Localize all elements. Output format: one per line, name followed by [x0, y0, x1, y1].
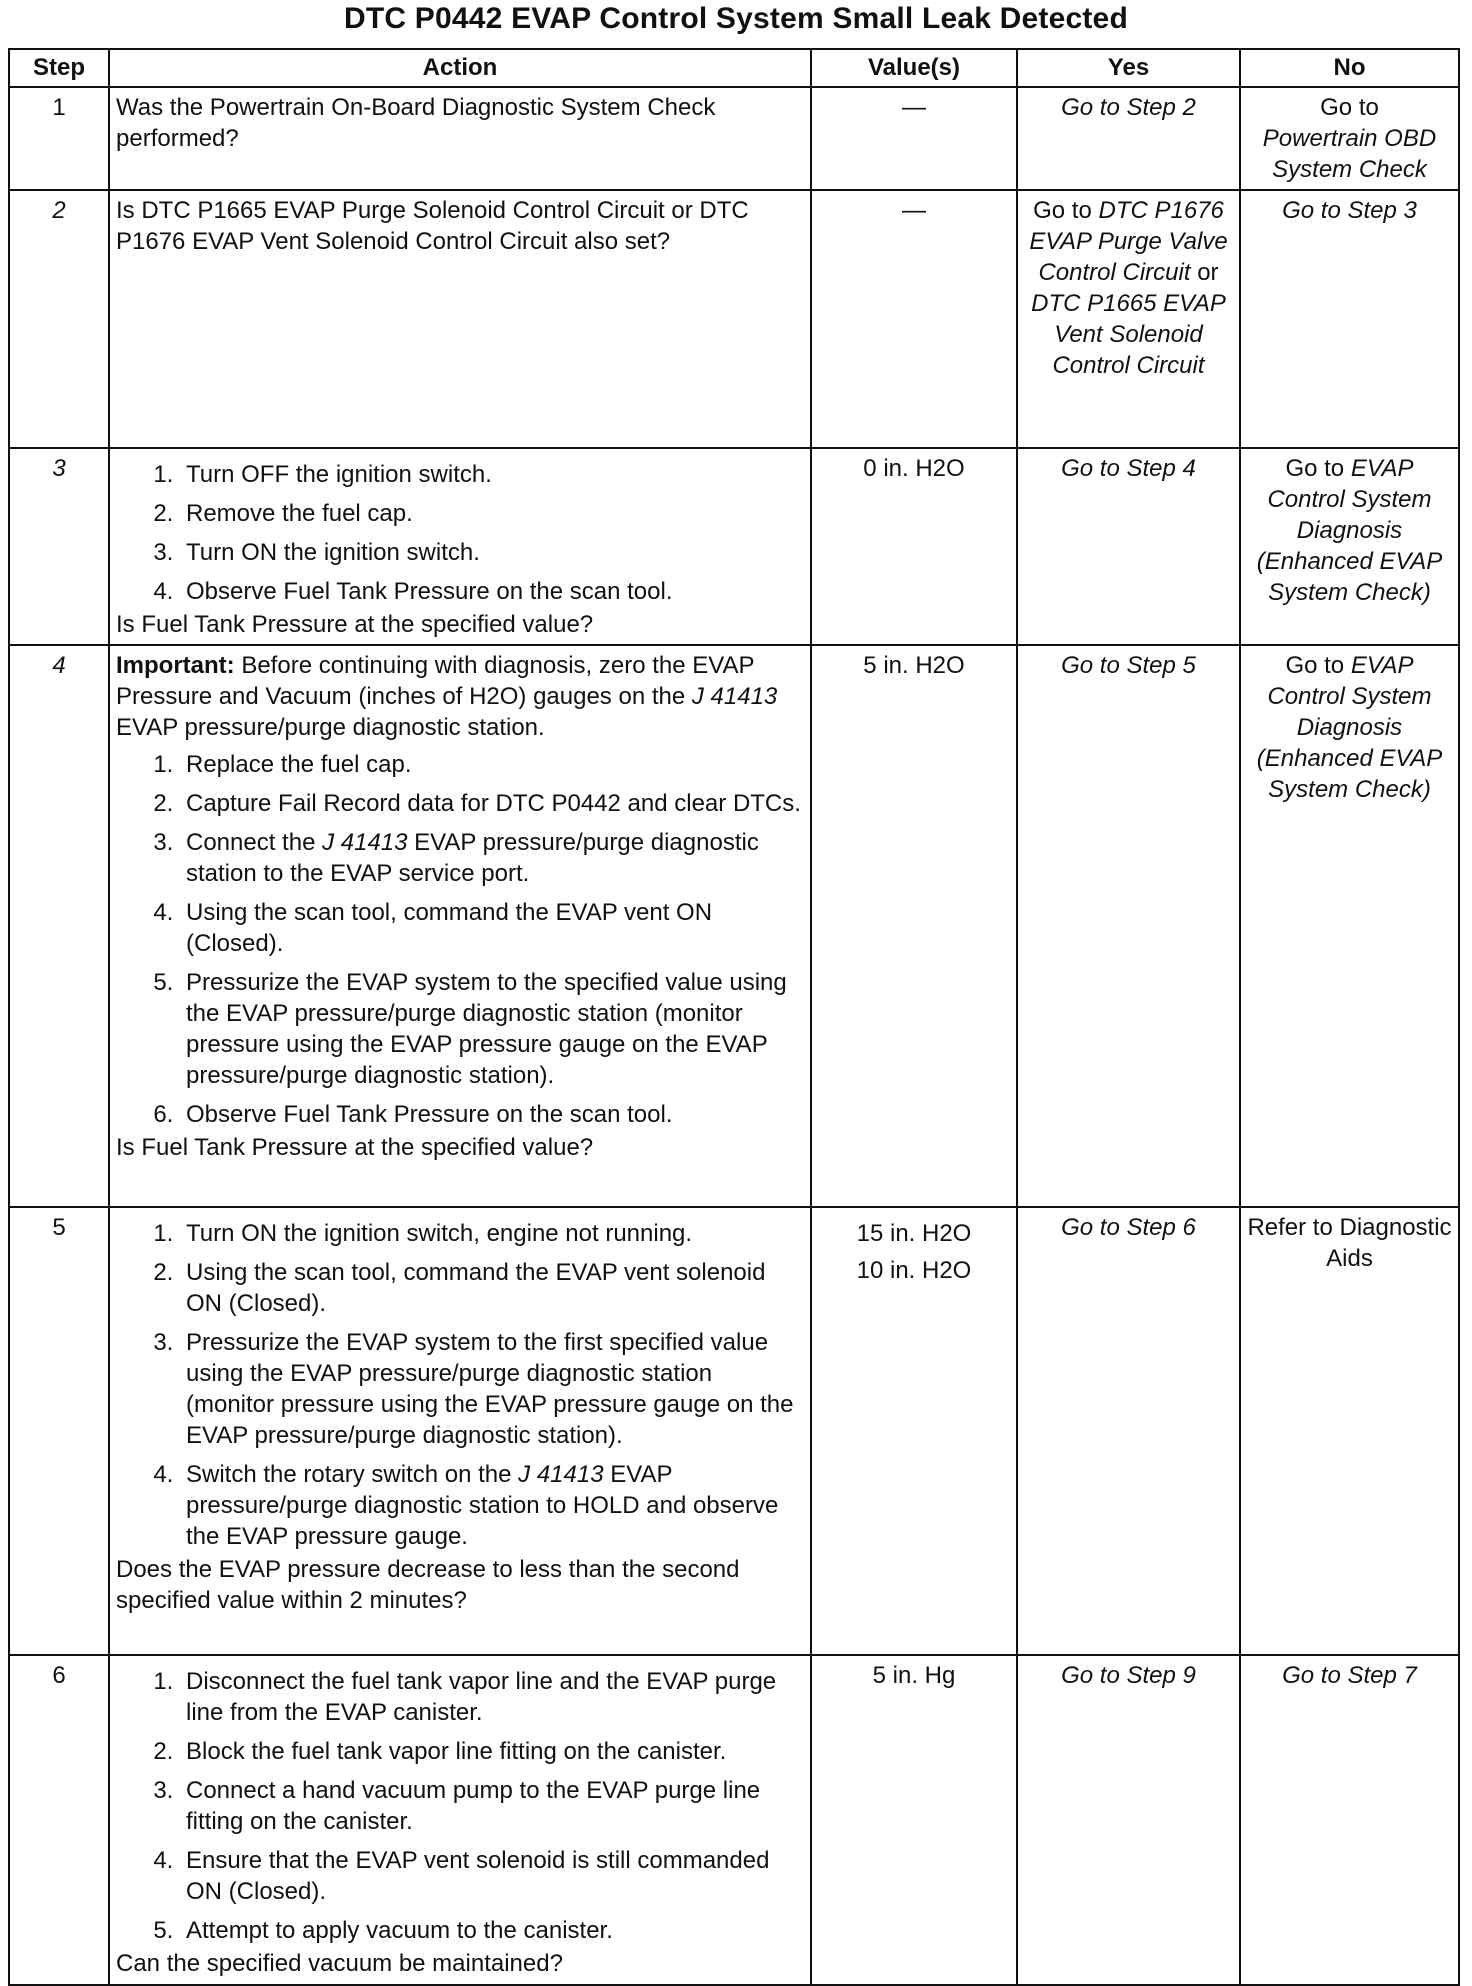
table-row-step-4	[9, 645, 1459, 1207]
value-cell: 0 in. H2O	[811, 448, 1017, 645]
step-number: 3	[9, 448, 109, 645]
action-cell	[109, 87, 811, 190]
yes-link-p1676[interactable]: DTC P1676 EVAP Purge Valve Control Circuit	[1029, 197, 1228, 286]
document-title: DTC P0442 EVAP Control System Small Leak Detected	[344, 2, 1128, 35]
action-list	[116, 1666, 804, 1946]
list-item: 5. Pressurize the EVAP system to the specified value using the EVAP pressure/purge diagnostic station (monitor pressure using the EVAP pressure gauge on the EVAP pressure/purge diagnostic station).	[180, 967, 804, 1091]
list-item	[180, 827, 804, 889]
item-text-b: EVAP pressure/purge diagnostic station to HOLD and observe the EVAP pressure gauge.	[186, 1461, 779, 1550]
yes-cell	[1017, 190, 1240, 448]
list-item: 2. Remove the fuel cap.	[180, 498, 804, 529]
no-text[interactable]: Refer to Diagnostic Aids	[1247, 1214, 1452, 1272]
header-values: Value(s)	[811, 49, 1017, 87]
no-link[interactable]: EVAP Control System Diagnosis (Enhanced EVAP System Check)	[1256, 455, 1443, 606]
value-cell: 5 in. H2O	[811, 645, 1017, 1207]
diagnostic-table	[8, 48, 1460, 1986]
list-item: 6. Observe Fuel Tank Pressure on the scan tool.	[180, 1099, 804, 1130]
list-item	[180, 1459, 804, 1552]
list-item: 2. Using the scan tool, command the EVAP vent solenoid ON (Closed).	[180, 1257, 804, 1319]
table-row-step-3	[9, 448, 1459, 645]
yes-link[interactable]: Go to Step 2	[1061, 94, 1196, 121]
list-item: 1. Turn OFF the ignition switch.	[180, 459, 804, 490]
action-cell	[109, 190, 811, 448]
item-text-b: EVAP pressure/purge diagnostic station to the EVAP service port.	[186, 829, 759, 887]
item-text-a: Connect the	[186, 829, 316, 856]
tool-number: J 41413	[322, 829, 408, 856]
no-prefix: Go to	[1320, 94, 1379, 121]
yes-link[interactable]: Go to Step 9	[1061, 1662, 1196, 1689]
no-cell	[1240, 645, 1459, 1207]
list-item: 3. Connect a hand vacuum pump to the EVAP purge line fitting on the canister.	[180, 1775, 804, 1837]
no-cell	[1240, 87, 1459, 190]
list-item: 2. Capture Fail Record data for DTC P0442 and clear DTCs.	[180, 788, 804, 819]
list-item: 5. Attempt to apply vacuum to the canister.	[180, 1915, 804, 1946]
table-header-row	[9, 49, 1459, 87]
action-question: Does the EVAP pressure decrease to less than the second specified value within 2 minutes?	[116, 1556, 740, 1614]
table-row-step-2	[9, 190, 1459, 448]
list-item: 3. Pressurize the EVAP system to the first specified value using the EVAP pressure/purge diagnostic station (monitor pressure using the EVAP pressure gauge on the EVAP pressure/purge diagnostic station).	[180, 1327, 804, 1451]
no-link[interactable]: EVAP Control System Diagnosis (Enhanced EVAP System Check)	[1256, 652, 1443, 803]
yes-cell	[1017, 1655, 1240, 1985]
yes-link[interactable]: Go to Step 4	[1061, 455, 1196, 482]
no-link[interactable]: Powertrain OBD System Check	[1262, 125, 1437, 183]
action-cell	[109, 1207, 811, 1655]
step-number: 4	[9, 645, 109, 1207]
no-prefix: Go to	[1285, 652, 1345, 679]
action-question: Can the specified vacuum be maintained?	[116, 1950, 563, 1977]
yes-cell	[1017, 448, 1240, 645]
action-question: Is DTC P1665 EVAP Purge Solenoid Control Circuit or DTC P1676 EVAP Vent Solenoid Control Circuit also set?	[116, 197, 749, 255]
no-cell	[1240, 190, 1459, 448]
action-list	[116, 459, 804, 607]
step-number: 1	[9, 87, 109, 190]
action-question: Was the Powertrain On-Board Diagnostic System Check performed?	[116, 94, 716, 152]
yes-link[interactable]: Go to Step 6	[1061, 1214, 1196, 1241]
tool-number: J 41413	[691, 683, 778, 710]
step-number: 5	[9, 1207, 109, 1655]
action-cell	[109, 1655, 811, 1985]
list-item: 1. Replace the fuel cap.	[180, 749, 804, 780]
action-question: Is Fuel Tank Pressure at the specified value?	[116, 1134, 594, 1161]
list-item: 3. Turn ON the ignition switch.	[180, 537, 804, 568]
value-first: 15 in. H2O	[856, 1220, 972, 1247]
list-item: 4. Ensure that the EVAP vent solenoid is still commanded ON (Closed).	[180, 1845, 804, 1907]
yes-link[interactable]: Go to Step 5	[1061, 652, 1196, 679]
tool-number: J 41413	[518, 1461, 604, 1488]
list-item: 4. Using the scan tool, command the EVAP vent ON (Closed).	[180, 897, 804, 959]
yes-prefix: Go to	[1033, 197, 1092, 224]
header-step: Step	[9, 49, 109, 87]
action-cell	[109, 448, 811, 645]
action-question: Is Fuel Tank Pressure at the specified value?	[116, 611, 594, 638]
yes-cell	[1017, 87, 1240, 190]
yes-link-p1665[interactable]: DTC P1665 EVAP Vent Solenoid Control Circuit	[1031, 290, 1226, 379]
value-cell: —	[811, 190, 1017, 448]
no-link[interactable]: Go to Step 3	[1282, 197, 1417, 224]
step-number: 2	[9, 190, 109, 448]
action-cell	[109, 645, 811, 1207]
step-number: 6	[9, 1655, 109, 1985]
no-cell	[1240, 1655, 1459, 1985]
yes-cell	[1017, 645, 1240, 1207]
list-item: 4. Observe Fuel Tank Pressure on the scan tool.	[180, 576, 804, 607]
value-cell: 5 in. Hg	[811, 1655, 1017, 1985]
important-note	[116, 650, 804, 743]
important-label: Important:	[116, 652, 235, 679]
table-row-step-6	[9, 1655, 1459, 1985]
header-yes: Yes	[1017, 49, 1240, 87]
value-cell	[811, 1207, 1017, 1655]
list-item: 1. Disconnect the fuel tank vapor line and the EVAP purge line from the EVAP canister.	[180, 1666, 804, 1728]
yes-or: or	[1197, 259, 1219, 286]
value-second: 10 in. H2O	[856, 1257, 972, 1284]
no-link[interactable]: Go to Step 7	[1282, 1662, 1417, 1689]
important-text-a: Before continuing with diagnosis, zero the EVAP Pressure and Vacuum (inches of H2O) gauges on the	[116, 652, 755, 710]
yes-cell	[1017, 1207, 1240, 1655]
table-row-step-1	[9, 87, 1459, 190]
table-row-step-5	[9, 1207, 1459, 1655]
item-text-a: Switch the rotary switch on the	[186, 1461, 512, 1488]
no-prefix: Go to	[1285, 455, 1345, 482]
action-list	[116, 1218, 804, 1552]
list-item: 2. Block the fuel tank vapor line fitting on the canister.	[180, 1736, 804, 1767]
list-item: 1. Turn ON the ignition switch, engine not running.	[180, 1218, 804, 1249]
action-list	[116, 749, 804, 1130]
no-cell	[1240, 448, 1459, 645]
no-cell	[1240, 1207, 1459, 1655]
header-action: Action	[109, 49, 811, 87]
header-no: No	[1240, 49, 1459, 87]
value-cell: —	[811, 87, 1017, 190]
important-text-b: EVAP pressure/purge diagnostic station.	[116, 714, 545, 741]
